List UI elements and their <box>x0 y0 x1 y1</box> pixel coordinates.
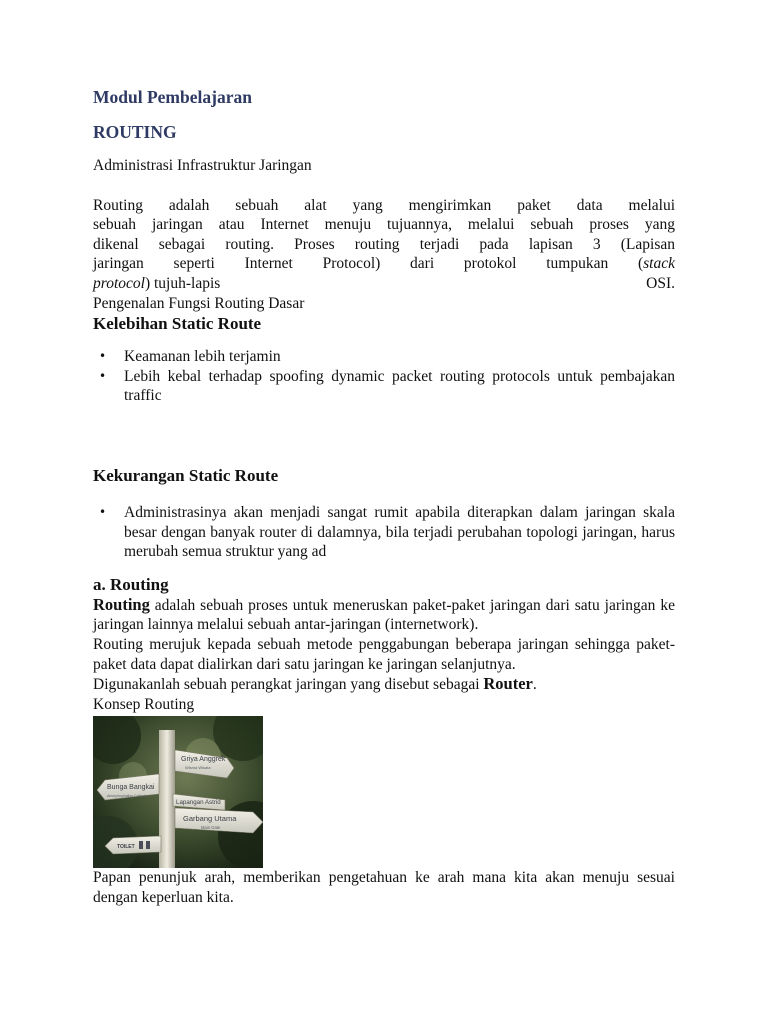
intro-line-5-end: OSI. <box>646 274 675 292</box>
section-a-paragraph-1 <box>93 595 675 635</box>
intro-line-3: dikenal sebagai routing. Proses routing terjadi pada lapisan 3 (Lapisan <box>93 235 675 253</box>
list-item: • Lebih kebal terhadap spoofing dynamic packet routing protocols untuk pembajakan traffic <box>93 367 675 406</box>
intro-fungsi: Pengenalan Fungsi Routing Dasar <box>93 294 305 312</box>
sign-bunga-bangkai-sub: Amorphophallus Collection <box>107 794 150 799</box>
section-a-p3-start: Digunakanlah sebuah perangkat jaringan yang disebut sebagai <box>93 676 484 694</box>
intro-line-5 <box>93 274 675 294</box>
sign-garbang-utama: Garbang Utama <box>183 814 237 824</box>
routing-bold: Routing <box>93 594 150 614</box>
sign-griya-anggrek-sub: Wisma Wisata <box>185 765 211 771</box>
list-item: • Keamanan lebih terjamin <box>93 347 675 367</box>
sign-griya-anggrek: Griya Anggrek <box>181 756 226 764</box>
intro-line-5-left <box>93 274 220 294</box>
sign-lapangan: Lapangan Astrid <box>176 799 221 807</box>
photo-caption: Papan penunjuk arah, memberikan pengetahuan ke arah mana kita akan menuju sesuai dengan keperluan kita. <box>93 869 675 906</box>
intro-line-4 <box>93 254 675 274</box>
kelebihan-list <box>93 347 675 406</box>
subtitle: Administrasi Infrastruktur Jaringan <box>93 157 312 174</box>
sign-toilet: TOILET <box>117 844 135 851</box>
section-a-heading: a. Routing <box>93 574 169 594</box>
stack-italic: stack <box>643 255 675 273</box>
sign-main-gate: Main Gate <box>201 825 221 831</box>
section-a-paragraph-2: Routing merujuk kepada sebuah metode penggabungan beberapa jaringan sehingga paket-paket data dapat dialirkan dari satu jaringan ke jaringan selanjutnya. <box>93 635 675 673</box>
section-a-p3-end: . <box>532 676 537 694</box>
list-item: • Administrasinya akan menjadi sangat rumit apabila diterapkan dalam jaringan skala besar dengan banyak router di dalamnya, bila terjadi perubahan topologi jaringan, harus merubah semua struktur yang ad <box>93 503 675 562</box>
intro-line-5-rest: ) tujuh-lapis <box>144 274 221 292</box>
konsep-routing-label: Konsep Routing <box>93 695 195 713</box>
kelebihan-heading: Kelebihan Static Route <box>93 314 262 334</box>
module-title: Modul Pembelajaran <box>93 87 252 107</box>
kekurangan-list <box>93 503 675 562</box>
topic-title: ROUTING <box>93 122 177 142</box>
protocol-italic: protocol <box>93 274 145 292</box>
intro-paragraph <box>93 196 675 314</box>
kekurangan-heading: Kekurangan Static Route <box>93 465 279 485</box>
intro-line-4-text: jaringan seperti Internet Protocol) dari protokol tumpukan ( <box>93 255 644 273</box>
document-content <box>93 86 675 907</box>
signpost-photo <box>93 716 263 868</box>
intro-line-1: Routing adalah sebuah alat yang mengirimkan paket data melalui <box>93 196 675 214</box>
section-a-p1-rest: adalah sebuah proses untuk meneruskan paket-paket jaringan dari satu jaringan ke jaringan lainnya melalui sebuah antar-jaringan (internetwork). <box>93 596 675 634</box>
signpost-illustration <box>93 716 263 868</box>
sign-bunga-bangkai: Bunga Bangkai <box>107 784 155 792</box>
toilet-icon-2 <box>146 841 150 849</box>
toilet-icon <box>139 841 143 849</box>
intro-line-2: sebuah jaringan atau Internet menuju tujuannya, melalui sebuah proses yang <box>93 216 675 234</box>
section-a-paragraph-3 <box>93 674 675 695</box>
router-bold: Router <box>483 674 533 694</box>
